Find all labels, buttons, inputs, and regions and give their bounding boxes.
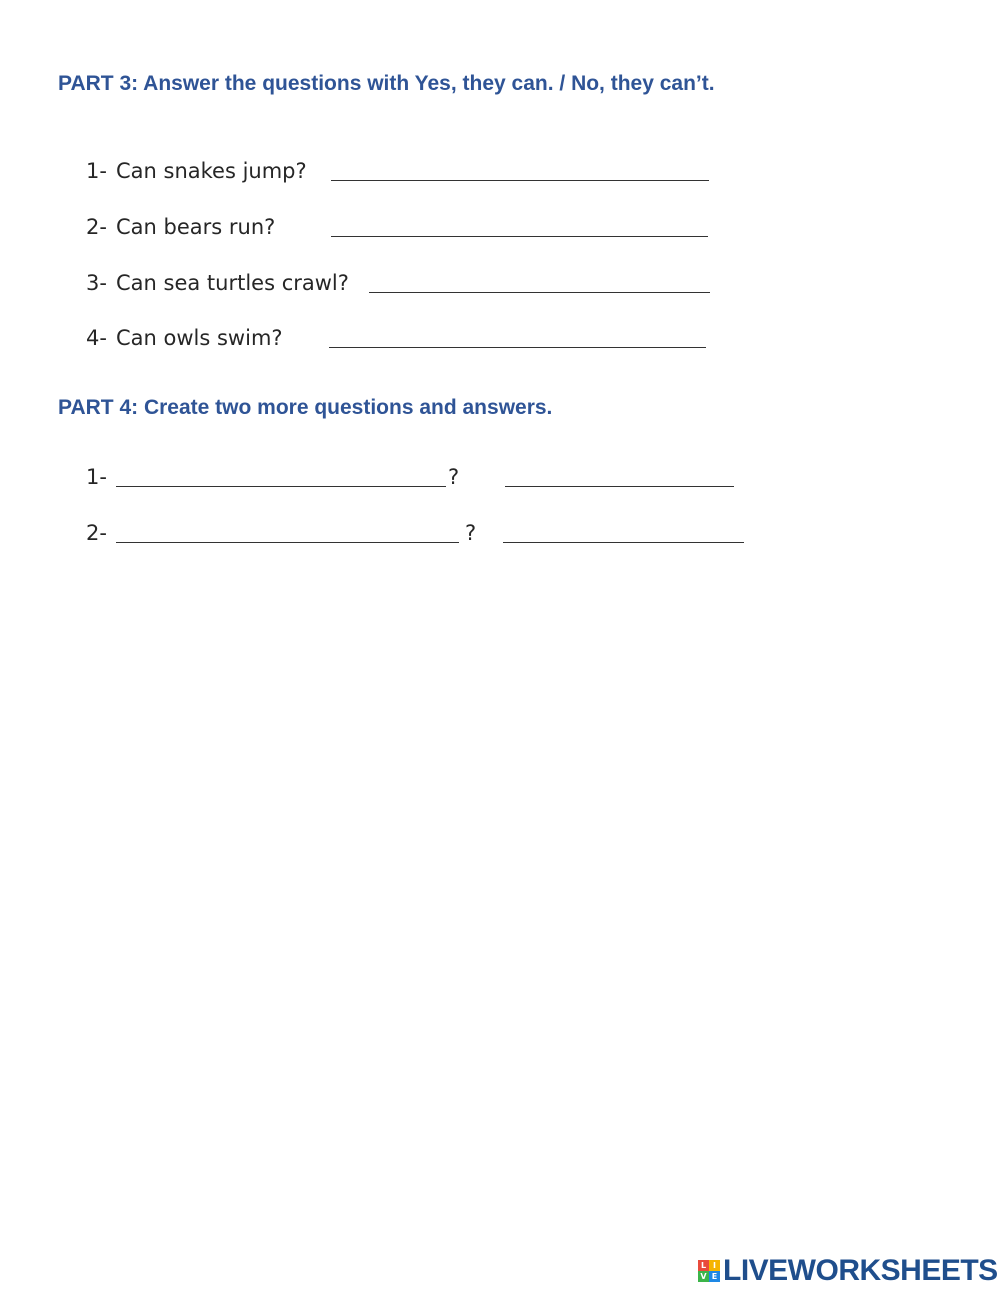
question-number: 1- <box>86 465 107 489</box>
question-text: Can bears run? <box>116 215 276 239</box>
liveworksheets-logo <box>698 1254 998 1288</box>
question-mark: ? <box>465 521 477 545</box>
logo-letter-i: I <box>709 1260 720 1271</box>
question-number: 2- <box>86 215 107 239</box>
question-text: Can snakes jump? <box>116 159 307 183</box>
question-number: 2- <box>86 521 107 545</box>
logo-text: LIVEWORKSHEETS <box>723 1254 998 1287</box>
logo-letter-e: E <box>709 1271 720 1282</box>
liveworksheets-logo-icon <box>698 1260 720 1282</box>
answer-line[interactable] <box>369 292 710 293</box>
answer-line[interactable] <box>331 236 708 237</box>
question-number: 1- <box>86 159 107 183</box>
question-number: 3- <box>86 271 107 295</box>
part3-heading: PART 3: Answer the questions with Yes, they can. / No, they can’t. <box>58 72 715 95</box>
question-text: Can sea turtles crawl? <box>116 271 349 295</box>
answer-line[interactable] <box>505 486 734 487</box>
answer-line[interactable] <box>329 347 706 348</box>
logo-letter-l: L <box>698 1260 709 1271</box>
question-text: Can owls swim? <box>116 326 283 350</box>
part4-heading: PART 4: Create two more questions and answers. <box>58 396 553 419</box>
answer-line[interactable] <box>503 542 744 543</box>
question-line[interactable] <box>116 542 459 543</box>
question-number: 4- <box>86 326 107 350</box>
question-mark: ? <box>448 465 460 489</box>
answer-line[interactable] <box>331 180 709 181</box>
logo-letter-v: V <box>698 1271 709 1282</box>
question-line[interactable] <box>116 486 446 487</box>
